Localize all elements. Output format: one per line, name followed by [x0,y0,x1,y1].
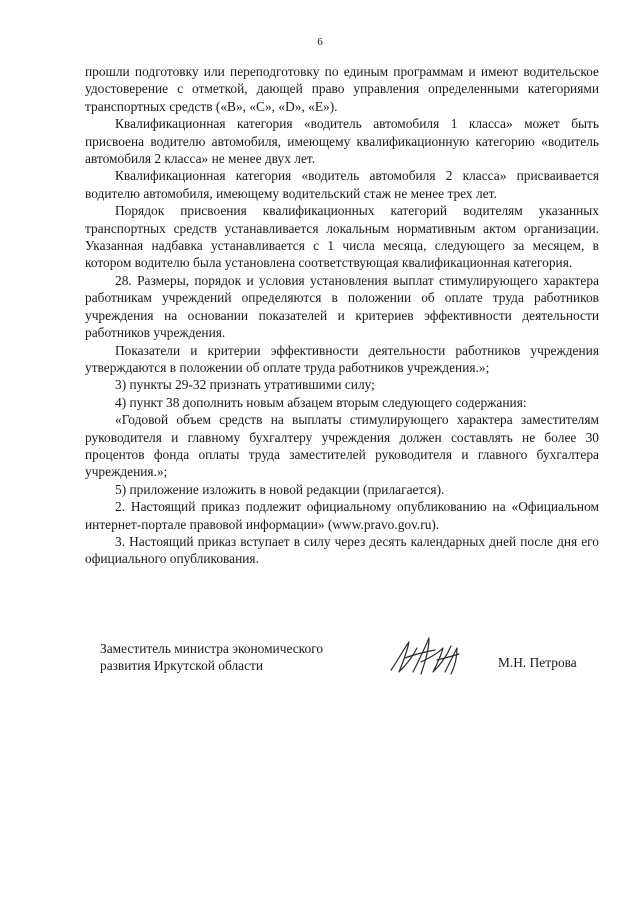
paragraph-sub-3: 3) пункты 29-32 признать утратившими силу; [115,377,375,393]
paragraph-class2-category: Квалификационная категория «водитель автомобиля 2 класса» присваивается водителю автомобиля, имеющему водительский стаж не менее трех лет. [85,168,599,201]
signatory-position-line1: Заместитель министра экономического [100,641,324,656]
paragraph-publication: 2. Настоящий приказ подлежит официальному опубликованию на «Официальном интернет-портале правовой информации» (www.pravo.gov.ru). [85,499,599,532]
paragraph-sub-5: 5) приложение изложить в новой редакции (прилагается). [115,481,445,497]
paragraph-assignment-procedure: Порядок присвоения квалификационных категорий водителям указанных транспортных средств устанавливается локальным нормативным актом организации. Указанная надбавка устанавливается с 1 числа месяца, следующего за месяцем, в котором водителю была установлена соответствующая квалификационная категория. [85,203,599,271]
paragraph-quoted-addition: «Годовой объем средств на выплаты стимулирующего характера заместителям руководителя и главному бухгалтеру учреждения должен составлять не более 30 процентов фонда оплаты труда заместителей руководителя и главного бухгалтера учреждения.»; [85,412,599,480]
paragraph-sub-4: 4) пункт 38 дополнить новым абзацем вторым следующего содержания: [115,394,527,410]
document-body [85,63,599,568]
paragraph-effective-date: 3. Настоящий приказ вступает в силу через десять календарных дней после дня его официального опубликования. [85,533,599,567]
signature-block [100,640,620,700]
paragraph-continuation: прошли подготовку или переподготовку по единым программам и имеют водительское удостоверение с отметкой, дающей право управления определенными категориями транспортных средств («B», «C», «D», «E»). [85,64,599,114]
signatory-position [100,640,323,674]
paragraph-indicators: Показатели и критерии эффективности деятельности работников учреждения утверждаются в положении об оплате труда работников учреждения.»; [85,342,599,375]
paragraph-item-28: 28. Размеры, порядок и условия установления выплат стимулирующего характера работникам учреждений определяются в положении об оплате труда работников учреждения на основании показателей и критериев эффективности деятельности работников учреждения. [85,272,599,341]
paragraph-class1-category: Квалификационная категория «водитель автомобиля 1 класса» может быть присвоена водителю автомобиля, имеющему квалификационную категорию «водитель автомобиля 2 класса» не менее двух лет. [85,116,599,167]
signatory-name: М.Н. Петрова [498,655,577,670]
page-number: 6 [317,36,323,48]
signatory-position-line2: развития Иркутской области [100,658,264,673]
handwritten-signature [385,632,465,682]
